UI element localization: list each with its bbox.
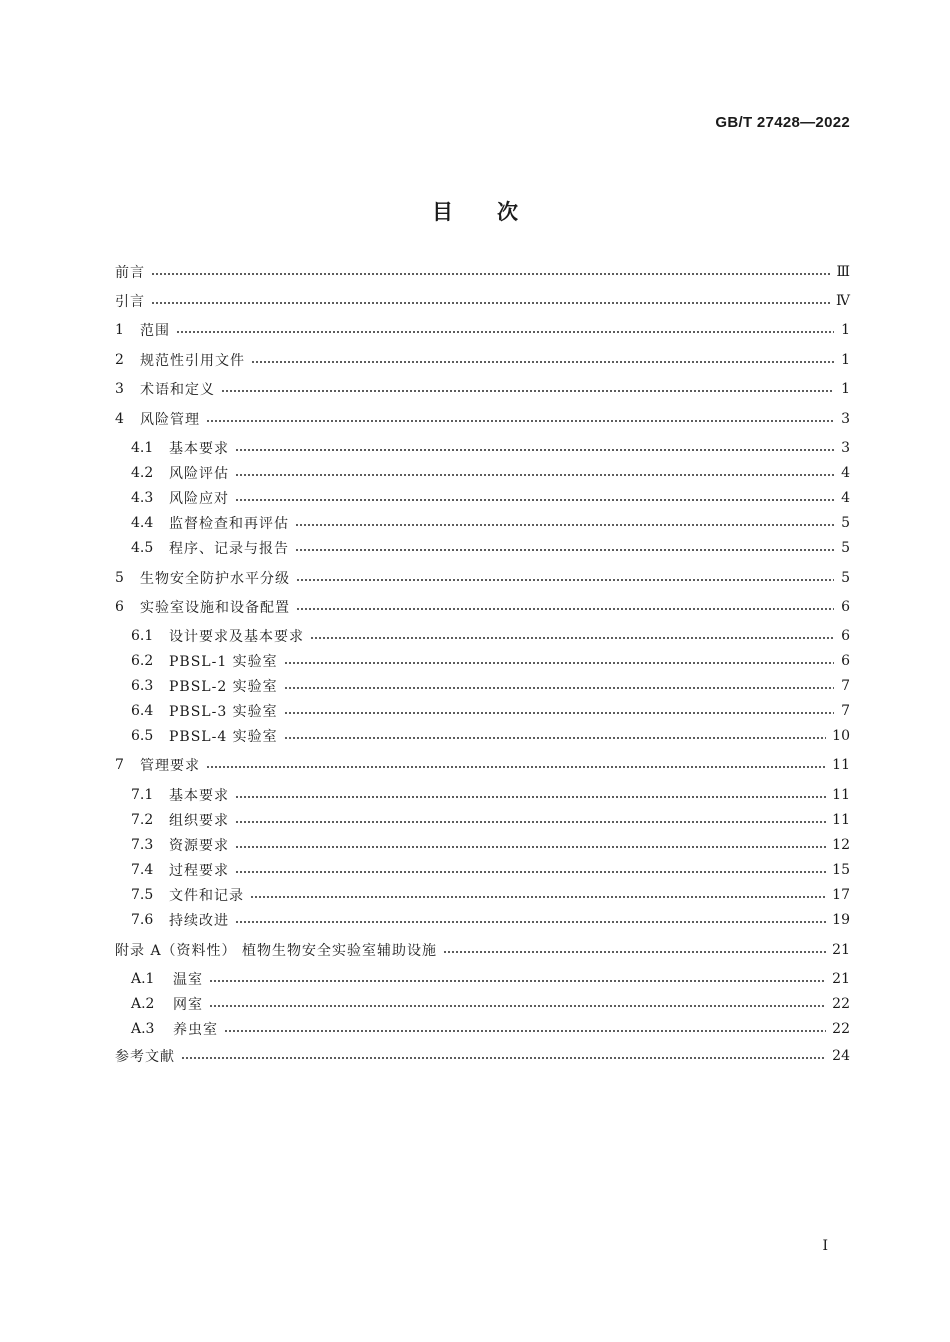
toc-entry-number: A.2 [131, 996, 155, 1012]
toc-entry-label: 生物安全防护水平分级 [140, 571, 290, 587]
dot-leader [224, 1030, 826, 1032]
toc-entry-number: 7.1 [131, 787, 154, 803]
toc-entry-number: 7.5 [131, 887, 154, 903]
dot-leader [295, 524, 834, 526]
toc-entry[interactable] [115, 407, 850, 431]
toc-entry[interactable] [131, 511, 850, 535]
toc-entry-label: 范围 [140, 323, 170, 339]
dot-leader [310, 637, 834, 639]
toc-entry-label: 附录 A（资料性） 植物生物安全实验室辅助设施 [115, 943, 438, 959]
toc-entry-label: 前言 [115, 265, 145, 281]
toc-entry-page: 7 [841, 703, 850, 719]
toc-entry-label: 资源要求 [169, 838, 229, 854]
toc-entry[interactable] [115, 595, 850, 619]
toc-entry-label: 参考文献 [115, 1049, 175, 1065]
toc-entry-page: 15 [832, 862, 850, 878]
toc-entry[interactable] [131, 967, 850, 991]
dot-leader [181, 1057, 826, 1059]
toc-entry-label: 基本要求 [169, 441, 229, 457]
toc-entry-label: 实验室设施和设备配置 [140, 600, 290, 616]
toc-entry-label: 管理要求 [140, 758, 200, 774]
toc-entry-number: 7 [115, 757, 124, 773]
toc-entry-page: 6 [841, 628, 850, 644]
toc-entry-page: 7 [841, 678, 850, 694]
toc-entry-number: A.1 [131, 971, 155, 987]
toc-entry-number: 7.2 [131, 812, 154, 828]
dot-leader [284, 687, 834, 689]
toc-entry-page: 11 [832, 757, 850, 773]
toc-entry-number: 6.1 [131, 628, 154, 644]
toc-entry-number: 4.4 [131, 515, 154, 531]
toc-entry-label: 组织要求 [169, 813, 229, 829]
toc-entry-page: 3 [841, 411, 850, 427]
toc-entry-number: 1 [115, 322, 124, 338]
dot-leader [209, 1005, 826, 1007]
toc-entry-label: 术语和定义 [140, 382, 215, 398]
dot-leader [235, 846, 826, 848]
toc-entry-number: 4 [115, 411, 124, 427]
toc-entry-number: 6.5 [131, 728, 154, 744]
toc-entry[interactable] [131, 436, 850, 460]
toc-entry-label: 文件和记录 [169, 888, 244, 904]
toc-entry[interactable] [115, 566, 850, 590]
toc-entry[interactable] [131, 674, 850, 698]
dot-leader [206, 420, 834, 422]
toc-entry-page: 11 [832, 787, 850, 803]
dot-leader [209, 980, 826, 982]
toc-entry-page: 24 [832, 1048, 850, 1064]
toc-entry-label: 过程要求 [169, 863, 229, 879]
dot-leader [221, 390, 834, 392]
toc-entry-label: 监督检查和再评估 [169, 516, 289, 532]
toc-entry[interactable] [115, 1044, 850, 1068]
standard-number: GB/T 27428—2022 [715, 114, 850, 131]
toc-entry-page: 1 [841, 381, 850, 397]
dot-leader [296, 608, 834, 610]
dot-leader [251, 361, 834, 363]
toc-entry[interactable] [131, 858, 850, 882]
dot-leader [235, 449, 834, 451]
toc-entry[interactable] [131, 1017, 850, 1041]
toc-entry[interactable] [115, 289, 850, 313]
toc-entry-number: 7.4 [131, 862, 154, 878]
dot-leader [235, 921, 826, 923]
toc-entry-label: 温室 [173, 972, 203, 988]
toc-entry[interactable] [115, 938, 850, 962]
dot-leader [284, 662, 834, 664]
dot-leader [295, 549, 834, 551]
toc-entry-label: 网室 [173, 997, 203, 1013]
toc-entry-page: 22 [832, 996, 850, 1012]
toc-entry-label: 设计要求及基本要求 [169, 629, 304, 645]
toc-entry-page: 4 [841, 465, 850, 481]
toc-entry[interactable] [115, 348, 850, 372]
toc-entry-label: 引言 [115, 294, 145, 310]
toc-entry-label: 风险应对 [169, 491, 229, 507]
toc-entry-number: 4.1 [131, 440, 154, 456]
dot-leader [151, 273, 830, 275]
toc-entry-number: 6 [115, 599, 124, 615]
toc-entry[interactable] [131, 992, 850, 1016]
dot-leader [284, 737, 826, 739]
dot-leader [235, 821, 826, 823]
toc-entry-label: PBSL-2 实验室 [169, 679, 278, 695]
toc-entry[interactable] [131, 724, 850, 748]
toc-entry-page: 6 [841, 653, 850, 669]
toc-entry-label: 持续改进 [169, 913, 229, 929]
toc-entry[interactable] [131, 699, 850, 723]
toc-entry-number: 5 [115, 570, 124, 586]
toc-entry-number: A.3 [131, 1021, 155, 1037]
toc-entry[interactable] [131, 908, 850, 932]
toc-entry-page: 21 [832, 942, 850, 958]
toc-entry-number: 2 [115, 352, 124, 368]
toc-entry-page: 5 [841, 570, 850, 586]
toc-entry-page: 1 [841, 352, 850, 368]
toc-entry-page: 12 [832, 837, 850, 853]
toc-entry[interactable] [131, 783, 850, 807]
toc-entry[interactable] [131, 649, 850, 673]
toc-entry-page: 11 [832, 812, 850, 828]
toc-entry-page: 17 [832, 887, 850, 903]
toc-entry-number: 4.3 [131, 490, 154, 506]
page-title: 目次 [432, 200, 562, 224]
page-number: Ⅰ [822, 1238, 828, 1254]
toc-entry-label: 程序、记录与报告 [169, 541, 289, 557]
toc-entry-number: 6.4 [131, 703, 154, 719]
dot-leader [206, 766, 826, 768]
toc-entry-page: 10 [832, 728, 850, 744]
toc-entry[interactable] [115, 260, 850, 284]
dot-leader [443, 951, 826, 953]
toc-entry-number: 4.2 [131, 465, 154, 481]
toc-entry-page: 19 [832, 912, 850, 928]
toc-entry[interactable] [115, 318, 850, 342]
toc-entry-number: 4.5 [131, 540, 154, 556]
toc-entry-label: 养虫室 [173, 1022, 218, 1038]
toc-entry-page: Ⅳ [836, 293, 850, 309]
toc-entry[interactable] [131, 624, 850, 648]
toc-entry-page: 6 [841, 599, 850, 615]
toc-entry-page: 5 [841, 540, 850, 556]
dot-leader [151, 302, 830, 304]
toc-entry-label: PBSL-4 实验室 [169, 729, 278, 745]
dot-leader [250, 896, 826, 898]
toc-entry-page: 3 [841, 440, 850, 456]
toc-entry[interactable] [131, 833, 850, 857]
toc-entry-number: 7.3 [131, 837, 154, 853]
toc-entry-page: 5 [841, 515, 850, 531]
toc-entry-number: 6.3 [131, 678, 154, 694]
toc-entry-number: 7.6 [131, 912, 154, 928]
toc-entry[interactable] [131, 486, 850, 510]
toc-entry-page: 4 [841, 490, 850, 506]
dot-leader [284, 712, 834, 714]
toc-entry-page: 22 [832, 1021, 850, 1037]
dot-leader [235, 499, 834, 501]
toc-entry-number: 6.2 [131, 653, 154, 669]
toc-entry-label: 基本要求 [169, 788, 229, 804]
toc-entry[interactable] [131, 461, 850, 485]
toc-entry[interactable] [115, 377, 850, 401]
toc-entry[interactable] [131, 536, 850, 560]
dot-leader [176, 331, 834, 333]
dot-leader [235, 871, 826, 873]
toc-entry-label: 风险评估 [169, 466, 229, 482]
toc-entry-page: 1 [841, 322, 850, 338]
toc-entry[interactable] [131, 883, 850, 907]
toc-entry[interactable] [131, 808, 850, 832]
toc-entry[interactable] [115, 753, 850, 777]
toc-entry-label: 规范性引用文件 [140, 353, 245, 369]
toc-entry-label: PBSL-1 实验室 [169, 654, 278, 670]
dot-leader [235, 796, 826, 798]
toc-entry-number: 3 [115, 381, 124, 397]
toc-entry-page: Ⅲ [836, 264, 850, 280]
toc-entry-page: 21 [832, 971, 850, 987]
dot-leader [235, 474, 834, 476]
toc-entry-label: 风险管理 [140, 412, 200, 428]
toc-entry-label: PBSL-3 实验室 [169, 704, 278, 720]
dot-leader [296, 579, 834, 581]
